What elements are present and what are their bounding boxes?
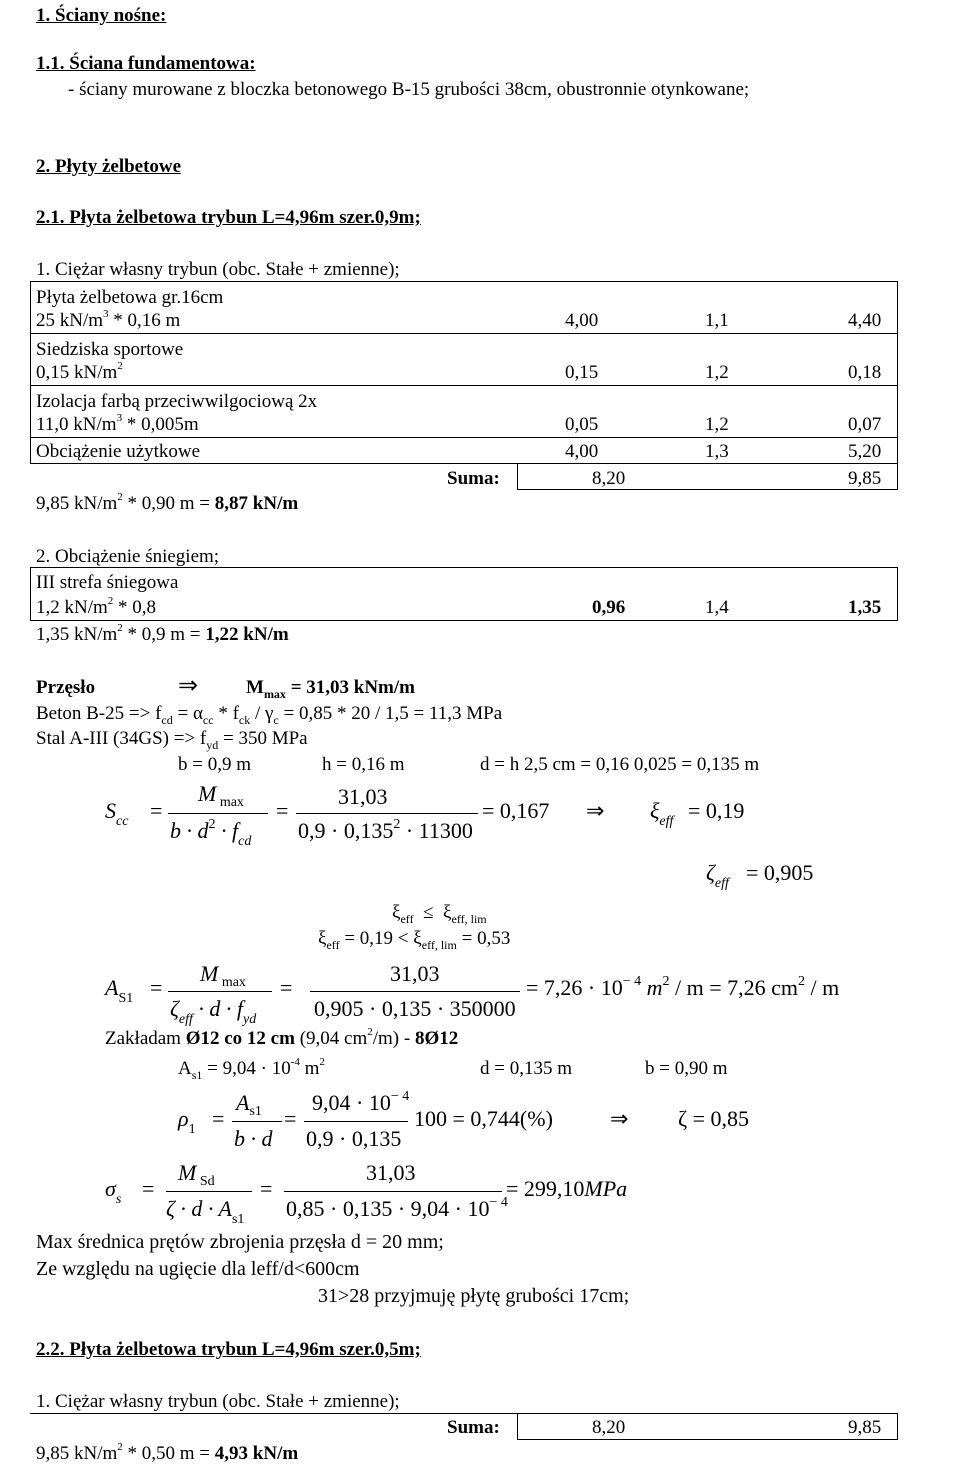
dim-d: d = h 2,5 cm = 0,16 0,025 = 0,135 m [480, 754, 760, 775]
concrete-line: Beton $B-25 => f_{cd} = \alpha_{cc} * f_{ck} / \gamma_c = 0,85 * 20 / 1,5 = 11,3$ MPa [36, 703, 503, 727]
row-seats-design: 0,18 [848, 362, 882, 383]
heading-slabs: 2. Płyty żelbetowe [36, 156, 182, 177]
snow-result: 1,35 $kN/m^2 * 0,9$ m = 1,22 kN/m [36, 622, 289, 645]
as1-value: $A_{s1} = 9,04 \cdot 10^{-4}$ $m^2$ [178, 1056, 325, 1082]
row-seats-factor: 1,2 [705, 362, 729, 383]
row-seats-label: Siedziska sportowe [36, 339, 184, 360]
sum-char: 8,20 [592, 468, 626, 489]
max-diameter: Max średnica prętów zbrojenia przęsła d = 20 mm; [36, 1231, 444, 1253]
self-weight-heading: 1. Ciężar własny trybun (obc. Stałe + zmienne); [36, 259, 400, 280]
row-insulation-char: 0,05 [565, 414, 599, 435]
slab-thickness-decision: 31>28 przyjmuję płytę grubości 17cm; [318, 1285, 630, 1307]
self-weight-heading-2: 1. Ciężar własny trybun (obc. Stałe + zmienne); [36, 1391, 400, 1412]
row-slab-factor: 1,1 [705, 310, 729, 331]
snow-zone: III strefa śniegowa [36, 572, 179, 593]
row-seats-formula: 0,15 $kN/m^2$ [36, 360, 123, 383]
sum-design: 9,85 [848, 468, 882, 489]
assumed-reinforcement: Zakładam Ø12 co 12 cm (9,04 $cm^2/m$) - 8Ø12 [105, 1026, 459, 1049]
deflection-check: Ze względu na ugięcie dla leff/d<600cm [36, 1258, 360, 1280]
row-live-label: Obciążenie użytkowe [36, 441, 201, 462]
row-insulation-factor: 1,2 [705, 414, 729, 435]
snow-char: 0,96 [592, 597, 626, 618]
as1-b: b = 0,90 m [645, 1058, 728, 1079]
steel-line: Stal A-III $(34GS) => f_{yd} = 350$ MPa [36, 728, 308, 752]
wall-description: - ściany murowane z bloczka betonowego B-15 grubości 38cm, obustronnie otynkowane; [68, 79, 750, 100]
row-live-char: 4,00 [565, 441, 599, 462]
snow-formula: 1,2 $kN/m^2 * 0,8$ [36, 595, 157, 618]
row-slab-label: Płyta żelbetowa gr.16cm [36, 287, 224, 308]
heading-slab-1: 2.1. Płyta żelbetowa trybun L=4,96m szer.0,9m; [36, 207, 421, 228]
snow-factor: 1,4 [705, 597, 729, 618]
row-seats-char: 0,15 [565, 362, 599, 383]
row-insulation-formula: 11,0 $kN/m^3 * 0,005m$ [36, 412, 199, 435]
sum2-char: 8,20 [592, 1417, 626, 1438]
row-live-factor: 1,3 [705, 441, 729, 462]
line-load-result: 9,85 $kN/m^2 * 0,90$ m = 8,87 kN/m [36, 491, 299, 514]
span-label: Przęsło [36, 677, 96, 698]
as1-d: d = 0,135 m [480, 1058, 572, 1079]
sum2-label: Suma: [447, 1417, 500, 1438]
snow-heading: 2. Obciążenie śniegiem; [36, 546, 220, 567]
mmax-line: $M_{max} = 31,03$ kNm/m [246, 677, 415, 701]
xi-compare: $\xi_{eff} \le \xi_{eff, lim}$ [392, 902, 487, 926]
line-load-result-2: 9,85 $kN/m^2 * 0,50$ m = 4,93 kN/m [36, 1441, 299, 1464]
dim-h: h = 0,16 m [322, 754, 405, 775]
implies-arrow-icon: ⇒ [178, 673, 199, 699]
heading-walls: 1. Ściany nośne: [36, 5, 167, 26]
row-live-design: 5,20 [848, 441, 882, 462]
sum2-design: 9,85 [848, 1417, 882, 1438]
row-insulation-design: 0,07 [848, 414, 882, 435]
heading-slab-2: 2.2. Płyta żelbetowa trybun L=4,96m szer.0,5m; [36, 1339, 421, 1360]
dim-b: b = 0,9 m [178, 754, 251, 775]
sum-label: Suma: [447, 468, 500, 489]
snow-design: 1,35 [848, 597, 882, 618]
row-slab-char: 4,00 [565, 310, 599, 331]
row-insulation-label: Izolacja farbą przeciwwilgociową 2x [36, 391, 318, 412]
heading-foundation-wall: 1.1. Ściana fundamentowa: [36, 53, 256, 74]
row-slab-design: 4,40 [848, 310, 882, 331]
row-slab-formula: 25 $kN/m^3 * 0,16$ m [36, 308, 181, 331]
xi-values: $\xi_{eff} = 0,19 < \xi_{eff, lim} = 0,53$ [318, 928, 511, 952]
